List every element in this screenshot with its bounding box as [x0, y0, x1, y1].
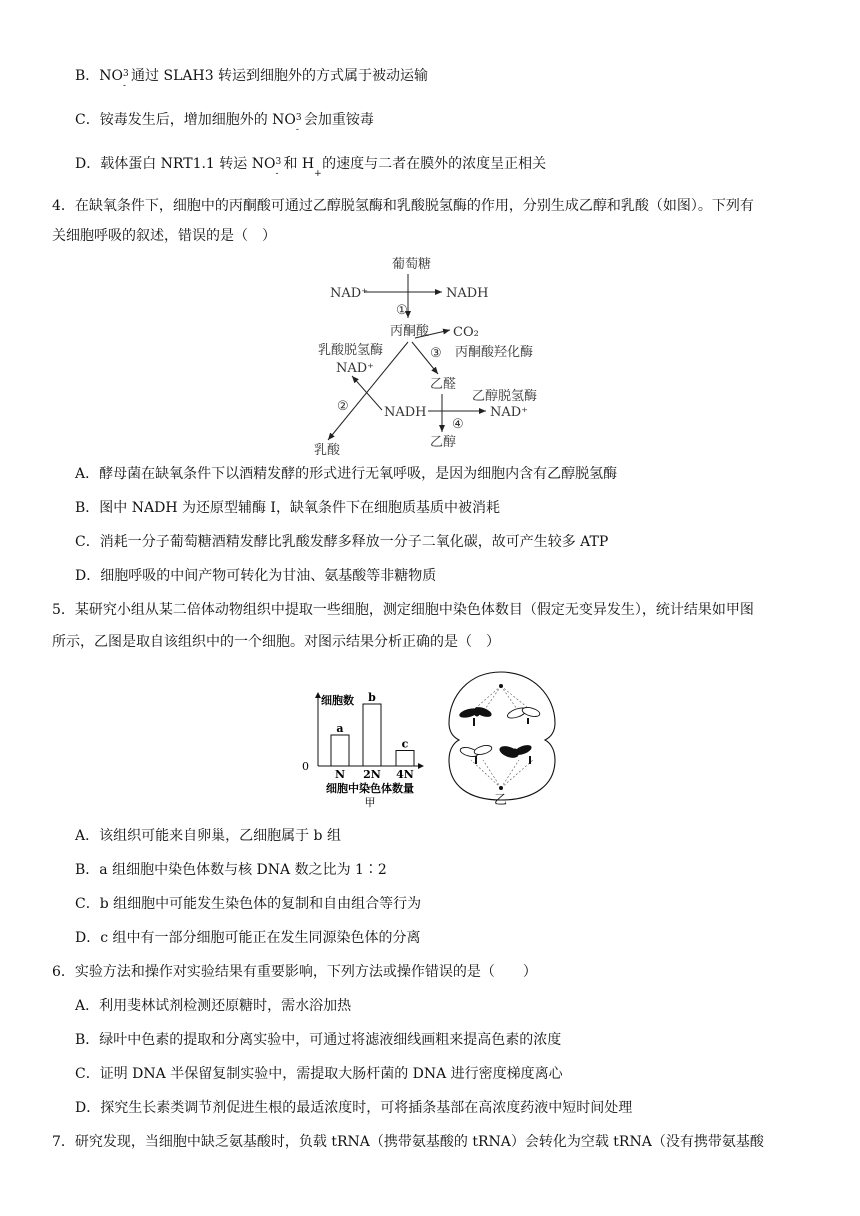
q3-option-c: C．铵毒发生后，增加细胞外的 NO - 3 会加重铵毒 [75, 112, 374, 135]
bar-label-b: b [368, 691, 376, 704]
glucose-label: 葡萄糖 [392, 257, 432, 272]
q4-option-b: B．图中 NADH 为还原型辅酶 I，缺氧条件下在细胞质基质中被消耗 [75, 500, 500, 516]
cell-caption: 乙 [494, 793, 508, 808]
nadh-label: NADH [446, 286, 489, 301]
ldh-label: 乳酸脱氢酶 [318, 343, 384, 358]
q3-option-b: B．NO - 3 通过 SLAH3 转运到细胞外的方式属于被动运输 [75, 68, 429, 91]
nad-plus-label: NAD⁺ [330, 286, 369, 301]
chromosome-count-bar-chart [300, 690, 435, 820]
x-axis-arrow [418, 763, 424, 769]
x-axis-label: 细胞中染色体数量 [326, 782, 414, 795]
co2-label: CO₂ [453, 325, 479, 340]
bar-c [396, 751, 414, 767]
q6-option-c: C．证明 DNA 半保留复制实验中，需提取大肠杆菌的 DNA 进行密度梯度离心 [75, 1066, 563, 1082]
q5-option-c: C．b 组细胞中可能发生染色体的复制和自由组合等行为 [75, 896, 422, 912]
respiration-pathway-diagram [300, 250, 560, 460]
step-1-label: ① [396, 303, 408, 318]
nad-plus-left-label: NAD⁺ [336, 361, 375, 376]
q6-stem: 6．实验方法和操作对实验结果有重要影响，下列方法或操作错误的是（ ） [52, 964, 537, 980]
q4-stem-line2: 关细胞呼吸的叙述，错误的是（ ） [52, 228, 276, 244]
q5-option-d: D．c 组中有一部分细胞可能正在发生同源染色体的分离 [75, 930, 421, 946]
q5-stem-line1: 5．某研究小组从某二倍体动物组织中提取一些细胞，测定细胞中染色体数目（假定无变异发生），统计结果如甲图 [52, 602, 754, 618]
ethanol-label: 乙醇 [430, 435, 457, 450]
step-2-label: ② [337, 399, 349, 414]
acetaldehyde-label: 乙醛 [430, 377, 457, 392]
chart-caption: 甲 [364, 796, 376, 809]
q6-option-b: B．绿叶中色素的提取和分离实验中，可通过将滤液细线画粗来提高色素的浓度 [75, 1032, 562, 1048]
step-3-label: ③ [430, 346, 442, 361]
q3-option-d: D．载体蛋白 NRT1.1 转运 NO - 3 和 H + 的速度与二者在膜外的浓度呈正相关 [75, 156, 547, 179]
nad-plus-right-label: NAD⁺ [490, 405, 529, 420]
nadh-bottom-label: NADH [384, 405, 427, 420]
q4-stem-line1: 4．在缺氧条件下，细胞中的丙酮酸可通过乙醇脱氢酶和乳酸脱氢酶的作用，分别生成乙醇和乳酸（如图）。下列有 [52, 198, 754, 214]
q4-option-c: C．消耗一分子葡萄糖酒精发酵比乳酸发酵多释放一分子二氧化碳，故可产生较多 ATP [75, 534, 609, 550]
bar-b [363, 704, 381, 766]
q4-option-d: D．细胞呼吸的中间产物可转化为甘油、氨基酸等非糖物质 [75, 568, 437, 584]
step-4-label: ④ [452, 417, 464, 432]
bar-a [331, 735, 349, 766]
q6-option-d: D．探究生长素类调节剂促进生根的最适浓度时，可将插条基部在高浓度药液中短时间处理 [75, 1100, 633, 1116]
q7-stem-line1: 7．研究发现，当细胞中缺乏氨基酸时，负载 tRNA（携带氨基酸的 tRNA）会转化为空载 tRNA（没有携带氨基酸 [52, 1134, 764, 1150]
x-tick-N: N [334, 768, 346, 781]
lactate-label: 乳酸 [314, 443, 341, 458]
pyruvate-label: 丙酮酸 [390, 324, 430, 339]
origin-label: 0 [302, 760, 309, 773]
q4-option-a: A．酵母菌在缺氧条件下以酒精发酵的形式进行无氧呼吸，是因为细胞内含有乙醇脱氢酶 [75, 466, 618, 482]
bar-label-a: a [336, 722, 344, 735]
pyruvate-decarboxylase-label: 丙酮酸羟化酶 [455, 345, 534, 360]
q5-option-b: B．a 组细胞中染色体数与核 DNA 数之比为 1∶2 [75, 862, 387, 878]
x-tick-2N: 2N [363, 768, 381, 781]
y-axis-label: 细胞数 [321, 694, 354, 707]
q6-option-a: A．利用斐林试剂检测还原糖时，需水浴加热 [75, 998, 352, 1014]
x-tick-4N: 4N [396, 768, 414, 781]
q5-option-a: A．该组织可能来自卵巢，乙细胞属于 b 组 [75, 828, 341, 844]
bar-label-c: c [401, 737, 409, 751]
adh-label: 乙醇脱氢酶 [472, 389, 538, 404]
q5-stem-line2: 所示，乙图是取自该组织中的一个细胞。对图示结果分析正确的是（ ） [52, 634, 500, 650]
